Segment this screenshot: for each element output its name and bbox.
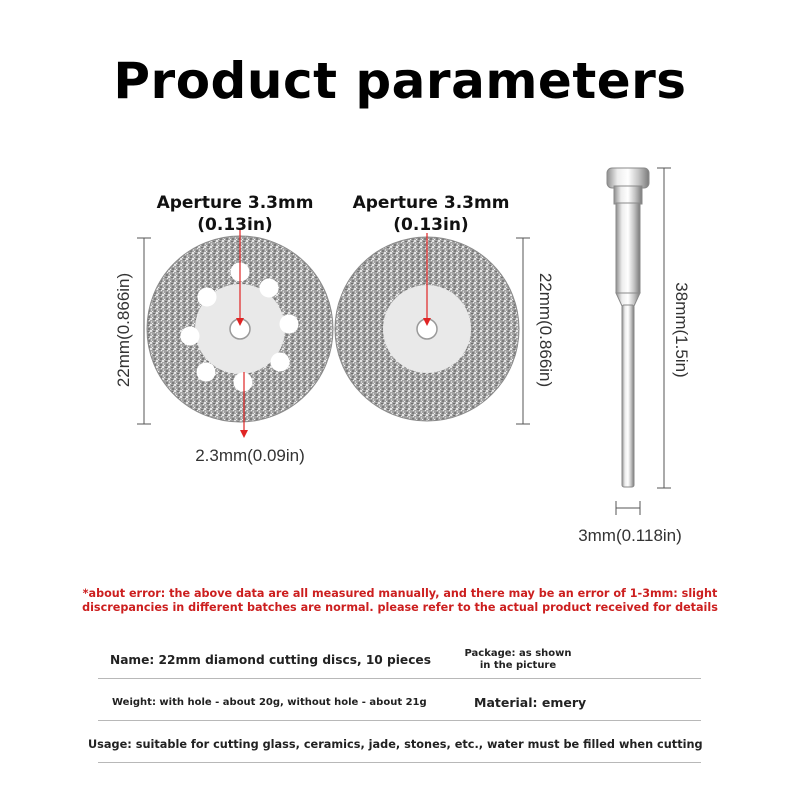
left-diameter-label: 22mm(0.866in): [114, 272, 133, 388]
mandrel-length-bracket: [657, 168, 671, 488]
spec-name: Name: 22mm diamond cutting discs, 10 pieces: [110, 653, 431, 667]
spec-usage: Usage: suitable for cutting glass, ceramics, jade, stones, etc., water must be filled when cutting: [88, 738, 703, 751]
right-aperture-label: Aperture 3.3mm (0.13in): [352, 193, 510, 235]
mandrel-shaft: [607, 168, 649, 487]
right-diameter-label: 22mm(0.866in): [536, 272, 555, 388]
left-aperture-label: Aperture 3.3mm (0.13in): [156, 193, 314, 235]
vent-hole: [181, 327, 200, 346]
error-note-line-2: discrepancies in different batches are normal. please refer to the actual product received for details: [82, 601, 718, 614]
spec-package: Package: as shown in the picture: [464, 648, 572, 671]
vent-hole: [260, 279, 279, 298]
mandrel-length-label: 38mm(1.5in): [672, 282, 691, 378]
error-note-line-1: *about error: the above data are all measured manually, and there may be an error of 1-3mm: slight: [82, 587, 718, 600]
page-title: Product parameters: [113, 52, 687, 110]
spec-weight: Weight: with hole - about 20g, without hole - about 21g: [112, 697, 427, 708]
spec-divider: [98, 762, 701, 763]
mandrel-shank-bracket: [616, 501, 640, 515]
hole-size-label: 2.3mm(0.09in): [195, 446, 305, 465]
vent-hole: [271, 353, 290, 372]
vent-hole: [280, 315, 299, 334]
spec-divider: [98, 678, 701, 679]
vent-hole: [198, 288, 217, 307]
spec-divider: [98, 720, 701, 721]
spec-material: Material: emery: [474, 695, 587, 710]
vent-hole: [197, 363, 216, 382]
shank-diameter-label: 3mm(0.118in): [578, 526, 682, 545]
vent-hole: [234, 373, 253, 392]
